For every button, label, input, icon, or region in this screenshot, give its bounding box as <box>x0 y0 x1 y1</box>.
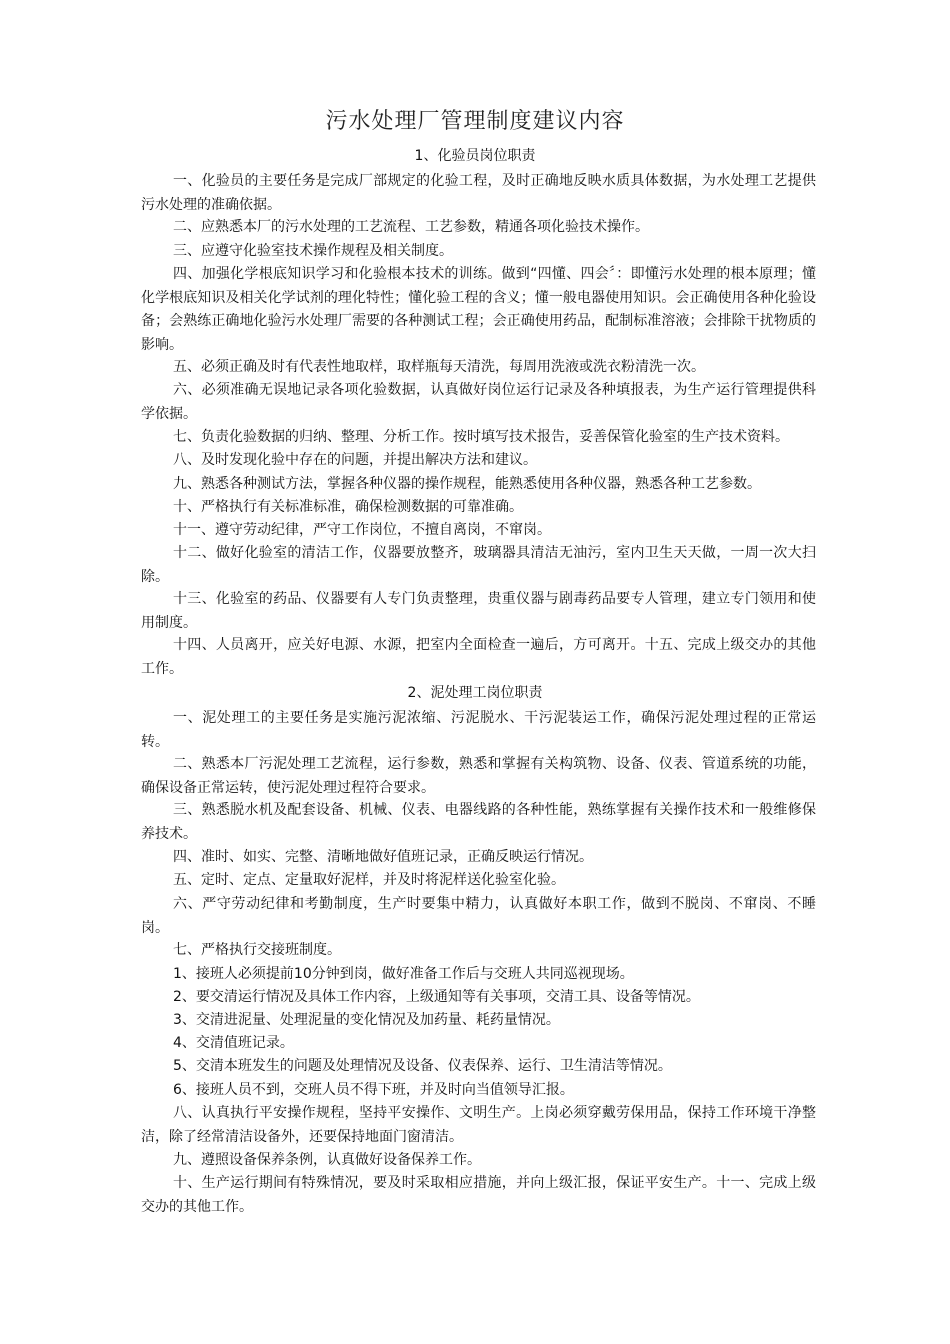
paragraph: 十、生产运行期间有特殊情况，要及时采取相应措施，并向上级汇报，保证平安生产。十一、完成上级交办的其他工作。 <box>141 1175 816 1215</box>
paragraph: 四、准时、如实、完整、清晰地做好值班记录，正确反映运行情况。 <box>173 849 593 865</box>
paragraph: 四、加强化学根底知识学习和化验根本技术的训练。做到“四懂、四会〞：即懂污水处理的根本原理；懂化学根底知识及相关化学试剂的理化特性；懂化验工程的含义；懂一般电器使用知识。会正确使用各种化验设备；会熟练正确地化验污水处理厂需要的各种测试工程；会正确使用药品，配制标准溶液；会排除干扰物质的影响。 <box>141 266 816 353</box>
paragraph: 十二、做好化验室的清洁工作，仪器要放整齐，玻璃器具清洁无油污，室内卫生天天做，一周一次大扫除。 <box>141 545 816 585</box>
paragraph: 七、严格执行交接班制度。 <box>173 942 341 958</box>
paragraph: 1、接班人必须提前10分钟到岗，做好准备工作后与交班人共同巡视现场。 <box>173 966 634 982</box>
section-heading-sludge: 2、泥处理工岗位职责 <box>407 685 543 701</box>
paragraph: 一、化验员的主要任务是完成厂部规定的化验工程，及时正确地反映水质具体数据，为水处理工艺提供污水处理的准确依据。 <box>141 173 816 213</box>
paragraph: 九、遵照设备保养条例，认真做好设备保养工作。 <box>173 1152 481 1168</box>
paragraph: 3、交清进泥量、处理泥量的变化情况及加药量、耗药量情况。 <box>173 1012 560 1028</box>
section-heading-lab: 1、化验员岗位职责 <box>414 148 536 164</box>
paragraph: 六、严守劳动纪律和考勤制度，生产时要集中精力，认真做好本职工作，做到不脱岗、不窜岗、不睡岗。 <box>141 896 816 936</box>
paragraph: 八、及时发现化验中存在的问题，并提出解决方法和建议。 <box>173 452 537 468</box>
paragraph: 五、定时、定点、定量取好泥样，并及时将泥样送化验室化验。 <box>173 872 565 888</box>
paragraph: 4、交清值班记录。 <box>173 1035 294 1051</box>
paragraph: 三、应遵守化验室技术操作规程及相关制度。 <box>173 243 453 259</box>
paragraph: 八、认真执行平安操作规程，坚持平安操作、文明生产。上岗必须穿戴劳保用品，保持工作环境干净整洁，除了经常清洁设备外，还要保持地面门窗清洁。 <box>141 1105 816 1145</box>
paragraph: 5、交清本班发生的问题及处理情况及设备、仪表保养、运行、卫生清洁等情况。 <box>173 1058 672 1074</box>
paragraph: 6、接班人员不到，交班人员不得下班，并及时向当值领导汇报。 <box>173 1082 574 1098</box>
paragraph: 六、必须准确无误地记录各项化验数据，认真做好岗位运行记录及各种填报表，为生产运行管理提供科学依据。 <box>141 382 816 422</box>
paragraph: 一、泥处理工的主要任务是实施污泥浓缩、污泥脱水、干污泥装运工作，确保污泥处理过程的正常运转。 <box>141 710 816 750</box>
paragraph: 三、熟悉脱水机及配套设备、机械、仪表、电器线路的各种性能，熟练掌握有关操作技术和一般维修保养技术。 <box>141 802 816 842</box>
paragraph: 十四、人员离开，应关好电源、水源，把室内全面检查一遍后，方可离开。十五、完成上级交办的其他工作。 <box>141 637 816 677</box>
paragraph: 九、熟悉各种测试方法，掌握各种仪器的操作规程，能熟悉使用各种仪器，熟悉各种工艺参数。 <box>173 476 761 492</box>
paragraph: 二、应熟悉本厂的污水处理的工艺流程、工艺参数，精通各项化验技术操作。 <box>173 219 649 235</box>
paragraph: 七、负责化验数据的归纳、整理、分析工作。按时填写技术报告，妥善保管化验室的生产技术资料。 <box>173 429 789 445</box>
paragraph: 十一、遵守劳动纪律，严守工作岗位，不擅自离岗，不窜岗。 <box>173 522 551 538</box>
paragraph: 十三、化验室的药品、仪器要有人专门负责整理，贵重仪器与剧毒药品要专人管理，建立专门领用和使用制度。 <box>141 591 816 631</box>
paragraph: 二、熟悉本厂污泥处理工艺流程，运行参数，熟悉和掌握有关构筑物、设备、仪表、管道系统的功能，确保设备正常运转，使污泥处理过程符合要求。 <box>141 756 816 796</box>
paragraph: 五、必须正确及时有代表性地取样，取样瓶每天清洗，每周用洗液或洗衣粉清洗一次。 <box>173 359 705 375</box>
paragraph: 2、要交清运行情况及具体工作内容，上级通知等有关事项，交清工具、设备等情况。 <box>173 989 700 1005</box>
paragraph: 十、严格执行有关标准标准，确保检测数据的可靠准确。 <box>173 499 523 515</box>
page-title: 污水处理厂管理制度建议内容 <box>325 109 625 134</box>
